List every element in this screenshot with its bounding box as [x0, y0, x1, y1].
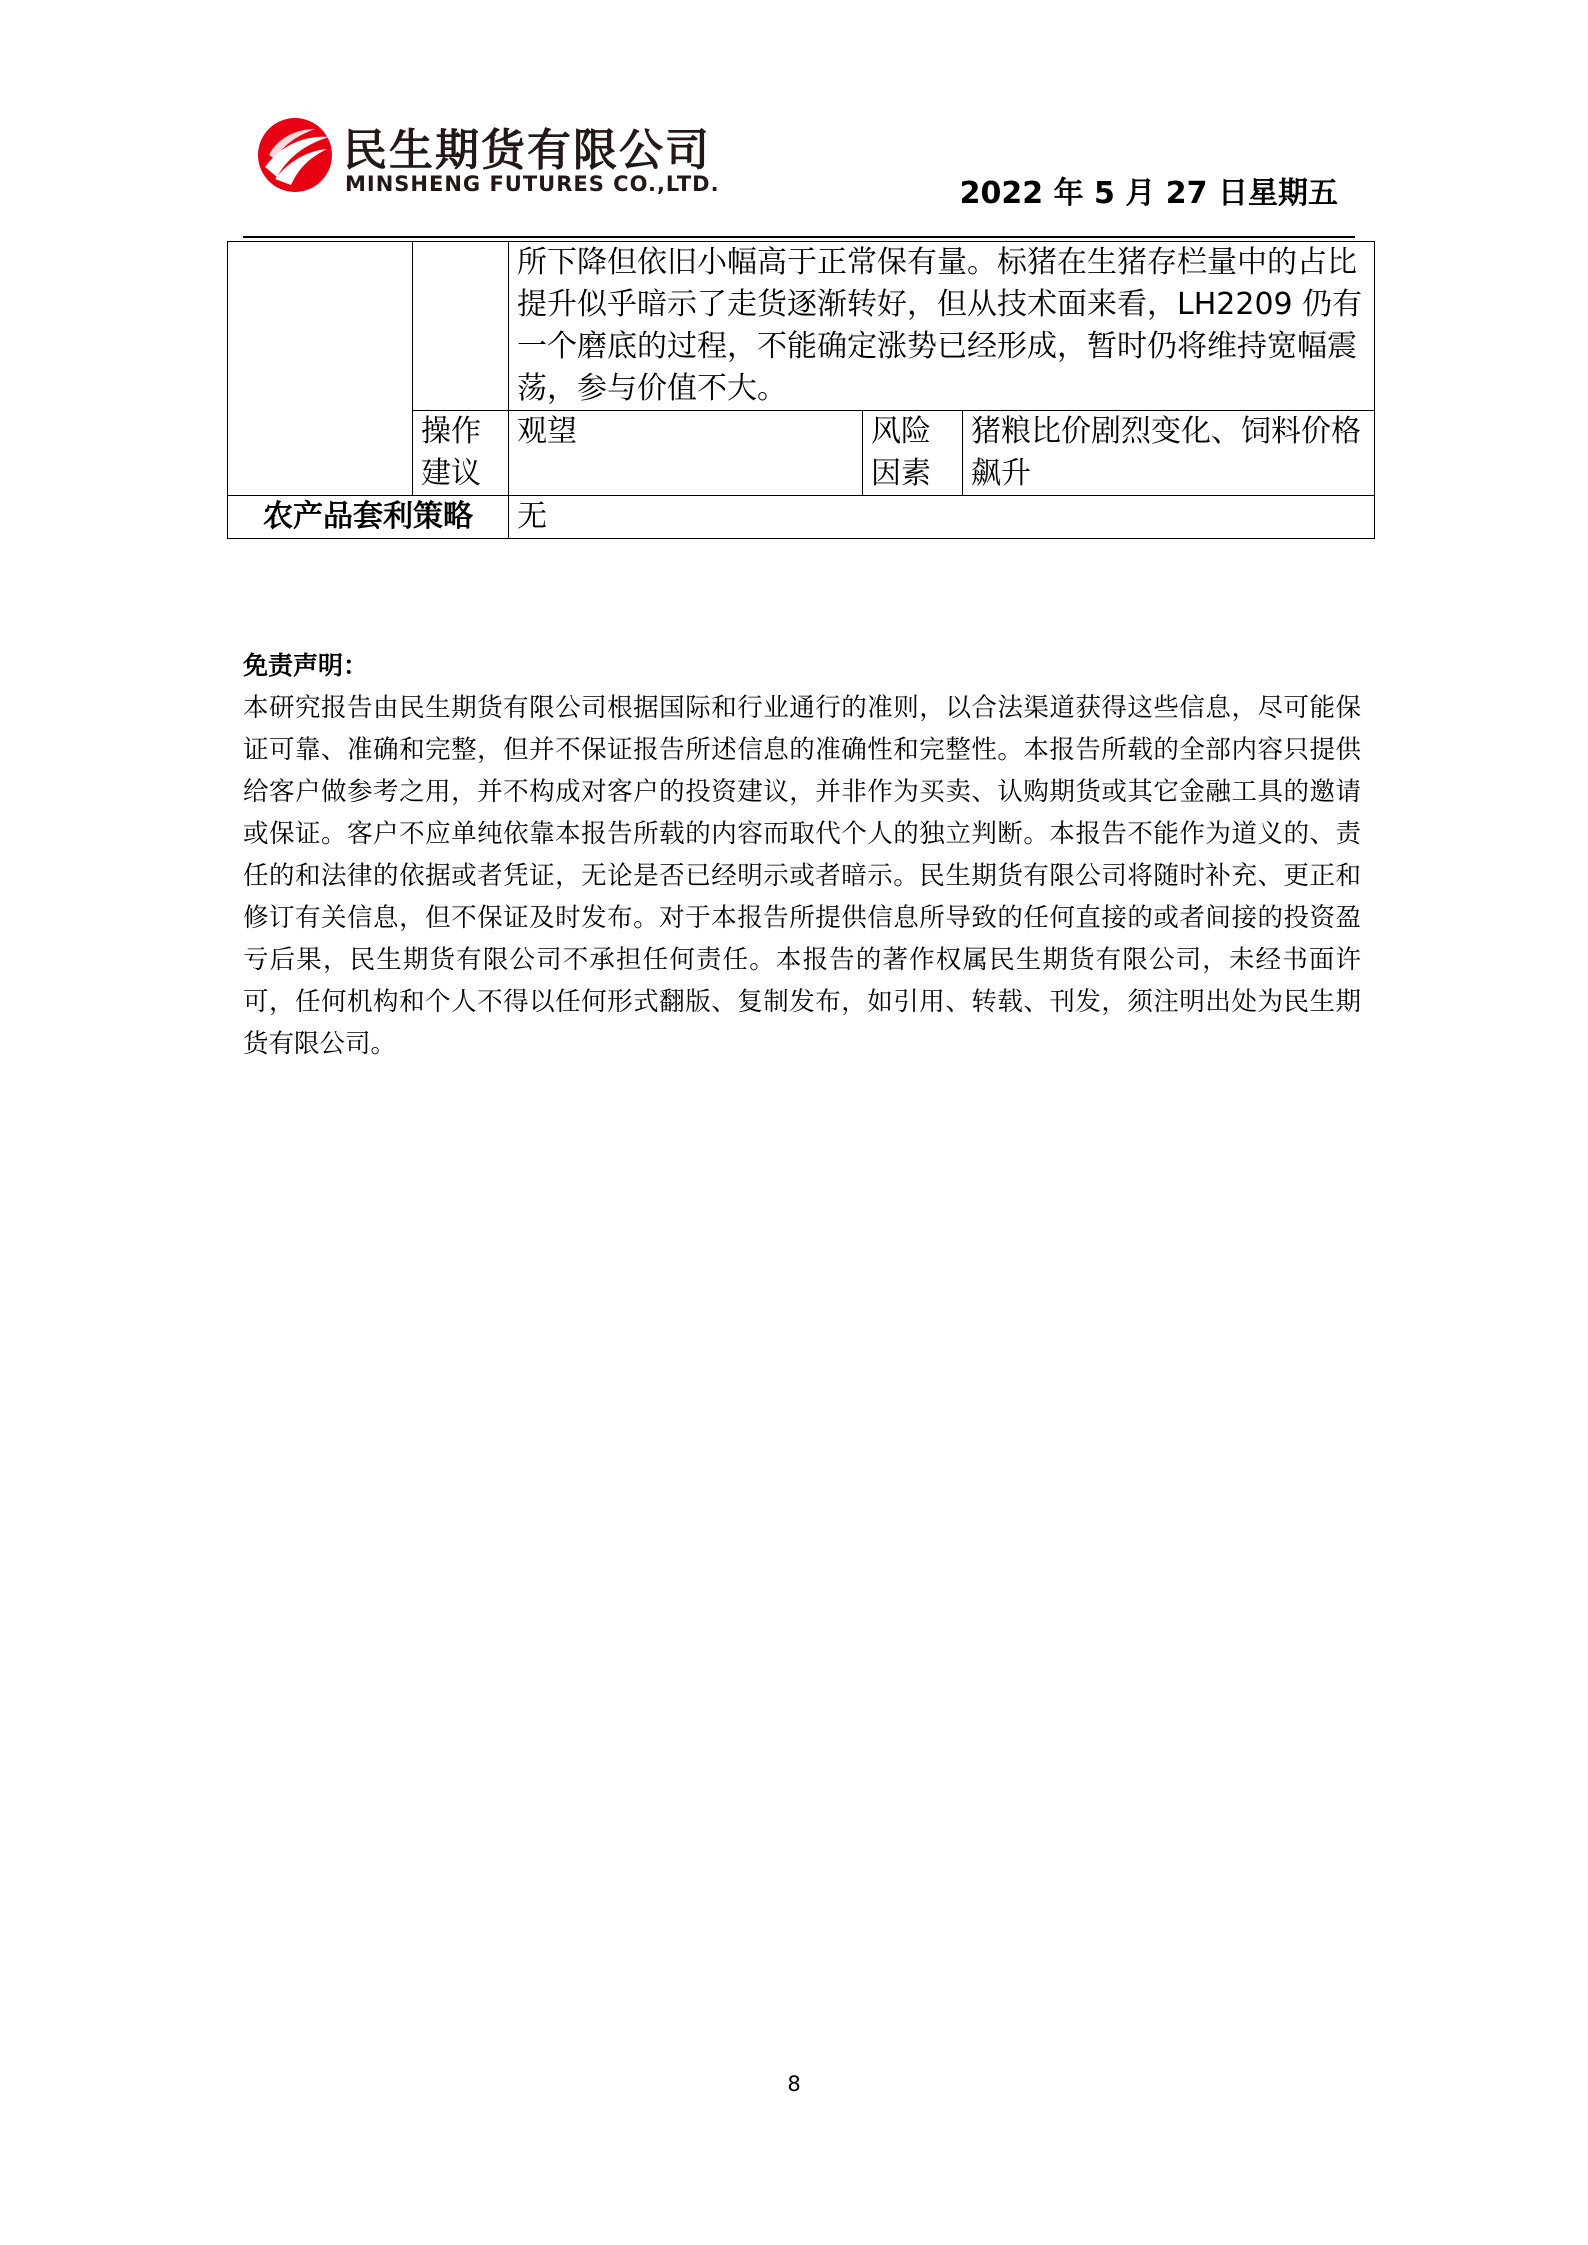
analysis-text: 所下降但依旧小幅高于正常保有量。标猪在生猪存栏量中的占比提升似乎暗示了走货逐渐转好，但从技术面来看，LH2209 仍有一个磨底的过程，不能确定涨势已经形成，暂时仍将维持宽幅震荡，参与价值不大。	[509, 242, 1375, 411]
strategy-table	[227, 241, 1375, 539]
analysis-row	[228, 242, 1375, 411]
strategy-row	[228, 496, 1375, 539]
disclaimer-section	[243, 645, 1361, 1065]
category-cell	[228, 242, 413, 496]
subcategory-cell	[413, 242, 509, 411]
logo-chinese-name: 民生期货有限公司	[343, 125, 711, 176]
strategy-label: 农产品套利策略	[228, 496, 509, 539]
page-number: 8	[787, 2072, 801, 2096]
risk-value: 猪粮比价剧烈变化、饲料价格飙升	[963, 411, 1375, 496]
disclaimer-title: 免责声明：	[243, 651, 369, 680]
strategy-value: 无	[509, 496, 1375, 539]
minsheng-logo-icon	[255, 115, 335, 195]
page-header	[0, 0, 1588, 240]
risk-label: 风险因素	[863, 411, 963, 496]
logo-english-name: MINSHENG FUTURES CO.,LTD.	[345, 172, 720, 196]
disclaimer-body: 本研究报告由民生期货有限公司根据国际和行业通行的准则，以合法渠道获得这些信息，尽可能保证可靠、准确和完整，但并不保证报告所述信息的准确性和完整性。本报告所载的全部内容只提供给客户做参考之用，并不构成对客户的投资建议，并非作为买卖、认购期货或其它金融工具的邀请或保证。客户不应单纯依靠本报告所载的内容而取代个人的独立判断。本报告不能作为道义的、责任的和法律的依据或者凭证，无论是否已经明示或者暗示。民生期货有限公司将随时补充、更正和修订有关信息，但不保证及时发布。对于本报告所提供信息所导致的任何直接的或者间接的投资盈亏后果，民生期货有限公司不承担任何责任。本报告的著作权属民生期货有限公司，未经书面许可，任何机构和个人不得以任何形式翻版、复制发布，如引用、转载、刊发，须注明出处为民生期货有限公司。	[243, 693, 1361, 1059]
company-logo	[255, 110, 735, 200]
header-divider	[243, 236, 1355, 238]
operation-value: 观望	[509, 411, 863, 496]
operation-label: 操作建议	[413, 411, 509, 496]
report-date: 2022 年 5 月 27 日星期五	[959, 176, 1338, 211]
